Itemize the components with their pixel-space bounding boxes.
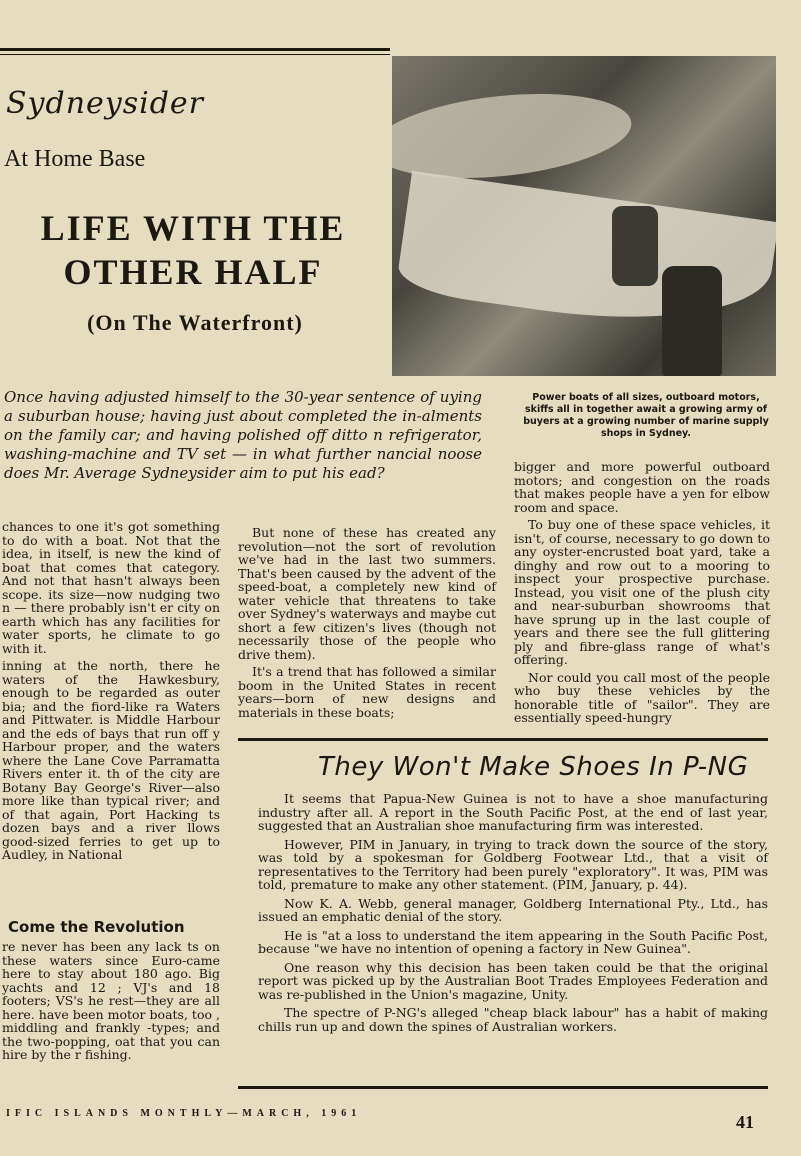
col1-paragraph-1: chances to one it's got something to do with a boat. Not that the idea, in itself, is new the kind of boat that comes that category. And not that hasn't always been scope. its size—now nudging two n — there probably isn't er city on earth which has any facilities for water sports, he climate to go with it. — [2, 519, 220, 656]
box-paragraph-5: One reason why this decision has been taken could be that the original report was picked up by the Australian Boot Trades Employees Federation and was re-published in the Union's magazine, Unity. — [258, 959, 768, 1002]
col1-paragraph-2: inning at the north, there he waters of the Hawkesbury, enough to be regarded as outer bia; and the fiord-like ra Waters and Pittwater. is Middle Harbour and the eds of bays that run off y Harbour proper, and the waters where the Lane Cove Parramatta Rivers enter it. th of the city are Botany Bay George's River—also more like than typical river; and of that again, Port Hacking ts dozen bays and a river llows good-sized ferries to get up to Audley, in National — [2, 658, 220, 862]
col3-paragraph-1: bigger and more powerful outboard motors; and congestion on the roads that makes people have a yen for elbow room and space. — [514, 459, 770, 515]
running-footer: IFIC ISLANDS MONTHLY—MARCH, 1961 — [6, 1108, 362, 1119]
col3-paragraph-2: To buy one of these space vehicles, it isn't, of course, necessary to go down to any oyster-encrusted boat yard, take a dinghy and row out to a mooring to inspect your prospective purchase. Instead, you visit one of the plush city and near-suburban showrooms that have sprung up in the last couple of years and there see the full glittering ply and fibre-glass range of what's offering. — [514, 517, 770, 667]
box-top-rule — [238, 738, 768, 741]
box-paragraph-3: Now K. A. Webb, general manager, Goldberg International Pty., Ltd., has issued an emphatic denial of the story. — [258, 895, 768, 924]
page-number: 41 — [736, 1112, 754, 1132]
col2-paragraph-2: It's a trend that has followed a similar boom in the United States in recent years—born of new designs and materials in these boats; — [238, 664, 496, 720]
top-rule — [0, 48, 390, 51]
box-body — [258, 792, 768, 1033]
headline-line-1: LIFE WITH THE — [40, 208, 346, 248]
box-paragraph-2: However, PIM in January, in trying to track down the source of the story, was told by a spokesman for Goldberg Footwear Ltd., that a visit of representatives to the Territory had been purely "exploratory". It was, PIM was told, premature to make any other statement. (PIM, January, p. 44). — [258, 836, 768, 892]
section-kicker: Sydneysider — [6, 86, 205, 121]
subheadline: (On The Waterfront) — [87, 310, 303, 335]
revolution-paragraph: re never has been any lack ts on these waters since Euro-came here to stay about 180 ago. Big yachts and 12 ; VJ's and 18 footers; VS's he rest—they are all here. have been motor boats, too , middling and frankly -types; and the two-popping, oat that you can hire by the r fishing. — [2, 939, 220, 1062]
box-heading: They Won't Make Shoes In P-NG — [318, 752, 749, 782]
column-1 — [2, 520, 220, 866]
headline-line-2: OTHER HALF — [63, 252, 323, 292]
col2-paragraph-1: But none of these has created any revolution—not the sort of revolution we've had in the last two summers. That's been caused by the advent of the speed-boat, a completely new kind of water vehicle that threatens to take over Sydney's waterways and maybe cut short a few citizen's lives (though not necessarily those of the people who drive them). — [238, 525, 496, 662]
box-paragraph-4: He is "at a loss to understand the item appearing in the South Pacific Post, because "we have no intention of opening a factory in New Guinea". — [258, 927, 768, 956]
col3-paragraph-3: Nor could you call most of the people who buy these vehicles by the honorable title of "sailor". They are essentially speed-hungry — [514, 669, 770, 725]
column-3 — [514, 460, 770, 729]
box-paragraph-6: The spectre of P-NG's alleged "cheap black labour" has a habit of making chills run up and down the spines of Australian workers. — [258, 1005, 768, 1034]
subheading-revolution: Come the Revolution — [8, 918, 185, 936]
revolution-column — [2, 940, 220, 1066]
box-bottom-rule — [238, 1086, 768, 1089]
section-title: At Home Base — [4, 146, 146, 172]
sidebar-box — [258, 752, 768, 1038]
box-paragraph-1: It seems that Papua-New Guinea is not to have a shoe manufacturing industry after all. A report in the South Pacific Post, at the end of last year, suggested that an Australian shoe manufacturing firm was interested. — [258, 791, 768, 833]
photo-caption: Power boats of all sizes, outboard motors, skiffs all in together await a growing army of buyers at a growing number of marine supply shops in Sydney. — [523, 392, 769, 439]
boat-photo — [392, 56, 776, 376]
column-2 — [238, 526, 496, 723]
top-rule-thin — [0, 54, 390, 55]
intro-paragraph: Once having adjusted himself to the 30-year sentence of uying a suburban house; having just about completed the in-alments on the family car; and having polished off ditto n refrigerator, washing-machine and TV set — in what further nancial noose does Mr. Average Sydneysider aim to put his ead? — [4, 388, 482, 482]
